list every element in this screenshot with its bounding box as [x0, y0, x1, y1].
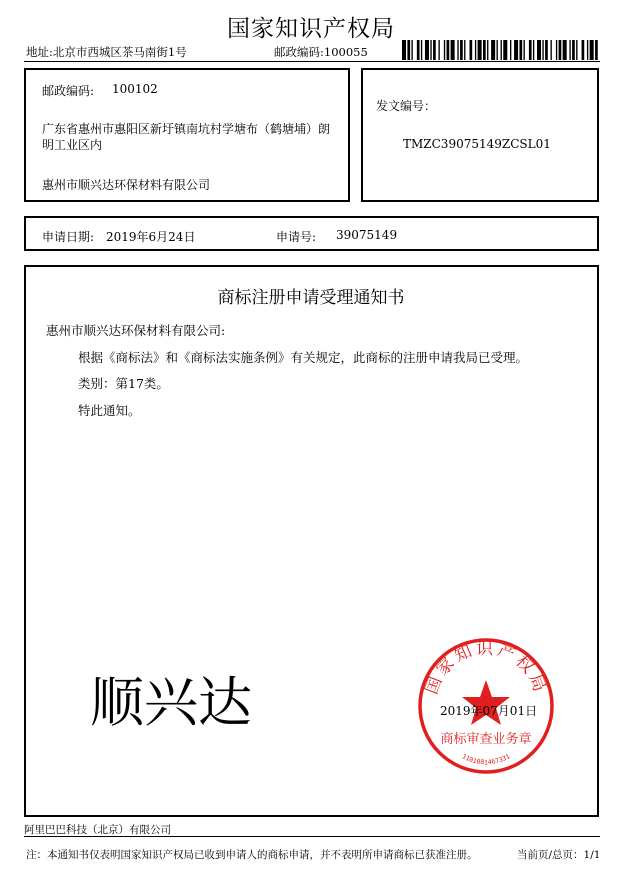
- barcode-bar: [559, 40, 562, 60]
- barcode-bar: [421, 40, 422, 60]
- application-date-value: 2019年6月24日: [106, 230, 196, 244]
- barcode-bar: [487, 40, 488, 60]
- seal-org-text: 国家知识产权局: [421, 639, 551, 698]
- footer-rule: [24, 836, 600, 837]
- barcode-bar: [407, 40, 410, 60]
- barcode-bar: [551, 40, 552, 60]
- barcode-bar: [417, 40, 420, 60]
- barcode-bar: [569, 40, 570, 60]
- barcode-bar: [524, 40, 525, 60]
- trademark-image: 顺兴达: [90, 671, 252, 734]
- barcode-bar: [447, 40, 450, 60]
- recipient-address-line1: 广东省惠州市惠阳区新圩镇南坑村学塘布（鹤塘埔）朗: [42, 122, 331, 136]
- seal-date: 2019年07月01日: [440, 704, 538, 718]
- sender-address: 地址:北京市西城区茶马南街1号: [26, 45, 187, 59]
- barcode-bar: [542, 40, 543, 60]
- barcode-bar: [501, 40, 502, 60]
- barcode-bar: [483, 40, 486, 60]
- barcode-bar: [545, 40, 548, 60]
- barcode: [402, 40, 598, 60]
- barcode-bar: [425, 40, 429, 60]
- barcode-bar: [514, 40, 518, 60]
- recipient-postcode-value: 100102: [112, 82, 158, 96]
- dispatch-number: TMZC39075149ZCSL01: [403, 137, 551, 151]
- notice-title: 商标注册申请受理通知书: [217, 288, 405, 308]
- seal-dept-text: 商标审查业务章: [440, 732, 532, 747]
- sender-postcode: 邮政编码:100055: [274, 45, 368, 59]
- barcode-bar: [457, 40, 458, 60]
- barcode-bar: [478, 40, 482, 60]
- barcode-bar: [402, 40, 406, 60]
- barcode-bar: [595, 40, 598, 60]
- barcode-bar: [433, 40, 436, 60]
- barcode-bar: [576, 40, 577, 60]
- barcode-bar: [533, 40, 534, 60]
- recipient-postcode-label: 邮政编码:: [42, 84, 95, 98]
- barcode-bar: [572, 40, 575, 60]
- barcode-bar: [587, 40, 588, 60]
- footer-watermark: 阿里巴巴科技（北京）有限公司: [24, 824, 171, 836]
- application-date-label: 申请日期:: [42, 230, 95, 244]
- application-box: [24, 216, 599, 251]
- barcode-bar: [537, 40, 541, 60]
- barcode-bar: [510, 40, 511, 60]
- header-rule: [24, 61, 600, 62]
- document-title: 国家知识产权局: [227, 16, 395, 42]
- recipient-box: [24, 68, 350, 202]
- barcode-bar: [460, 40, 463, 60]
- barcode-bar: [556, 40, 557, 60]
- barcode-bar: [582, 40, 585, 60]
- dispatch-label: 发文编号：: [376, 99, 437, 113]
- recipient-address-line2: 明工业区内: [42, 138, 103, 152]
- barcode-bar: [497, 40, 498, 60]
- barcode-bar: [503, 40, 507, 60]
- barcode-bar: [475, 40, 476, 60]
- notice-closing: 特此通知。: [78, 403, 141, 418]
- footer-note: 注：本通知书仅表明国家知识产权局已收到申请人的商标申请，并不表明所申请商标已获准注册。: [26, 849, 478, 861]
- barcode-bar: [444, 40, 445, 60]
- barcode-bar: [563, 40, 567, 60]
- barcode-bar: [438, 40, 439, 60]
- barcode-bar: [590, 40, 594, 60]
- seal-serial: 1101081467331: [460, 752, 512, 767]
- recipient-company: 惠州市顺兴达环保材料有限公司: [42, 178, 211, 192]
- notice-body: 根据《商标法》和《商标法实施条例》有关规定，此商标的注册申请我局已受理。: [78, 350, 529, 365]
- notice-category: 类别：第17类。: [78, 376, 169, 391]
- svg-text:1101081467331: [461, 752, 512, 766]
- notice-addressee: 惠州市顺兴达环保材料有限公司:: [46, 323, 226, 338]
- barcode-bar: [491, 40, 495, 60]
- application-number-value: 39075149: [336, 228, 398, 242]
- barcode-bar: [411, 40, 412, 60]
- barcode-bar: [451, 40, 455, 60]
- barcode-bar: [464, 40, 465, 60]
- footer-page-indicator: 当前页/总页：1/1: [517, 849, 601, 861]
- barcode-bar: [430, 40, 431, 60]
- dispatch-box: [361, 68, 599, 202]
- barcode-bar: [529, 40, 532, 60]
- barcode-bar: [470, 40, 473, 60]
- barcode-bar: [519, 40, 522, 60]
- application-number-label: 申请号:: [276, 230, 317, 244]
